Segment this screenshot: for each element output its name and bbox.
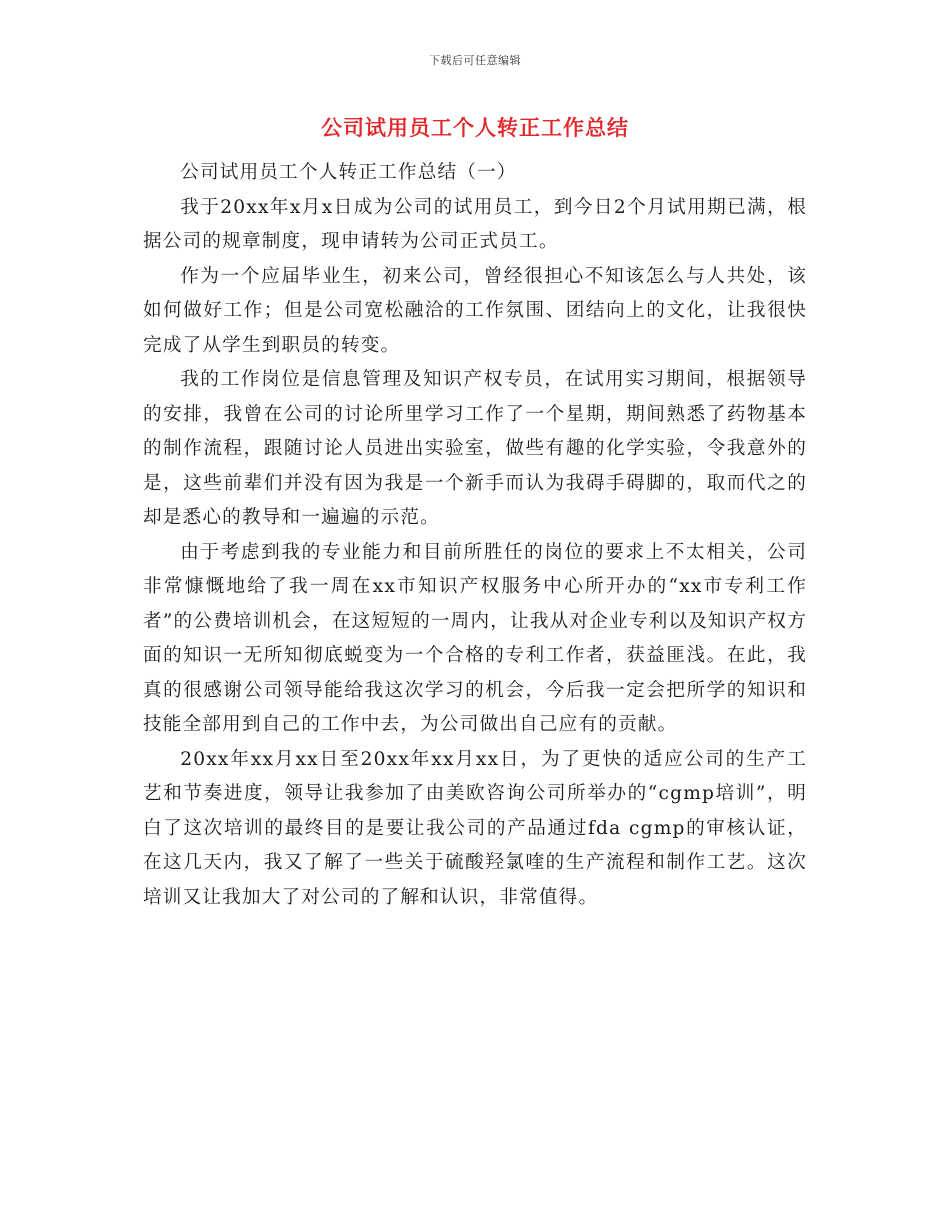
body-paragraph-3: 我的工作岗位是信息管理及知识产权专员，在试用实习期间，根据领导的安排，我曾在公司的讨论所里学习工作了一个星期，期间熟悉了药物基本的制作流程，跟随讨论人员进出实验室，做些有趣的化学实验，令我意外的是，这些前辈们并没有因为我是一个新手而认为我碍手碍脚的，取而代之的却是悉心的教导和一遍遍的示范。 <box>143 369 807 528</box>
body-paragraph-5: 20xx年xx月xx日至20xx年xx月xx日，为了更快的适应公司的生产工艺和节奏进度，领导让我参加了由美欧咨询公司所举办的“cgmp培训”，明白了这次培训的最终目的是要让我公司的产品通过fda cgmp的审核认证，在这几天内，我又了解了一些关于硫酸羟氯喹的生产流程和制作工艺。这次培训又让我加大了对公司的了解和认识，非常值得。 <box>143 748 807 908</box>
body-paragraph-4: 由于考虑到我的专业能力和目前所胜任的岗位的要求上不太相关，公司非常慷慨地给了我一周在xx市知识产权服务中心所开办的“xx市专利工作者”的公费培训机会，在这短短的一周内，让我从对企业专利以及知识产权方面的知识一无所知彻底蜕变为一个合格的专利工作者，获益匪浅。在此，我真的很感谢公司领导能给我这次学习的机会，今后我一定会把所学的知识和技能全部用到自己的工作中去，为公司做出自己应有的贡献。 <box>143 541 807 735</box>
document-title: 公司试用员工个人转正工作总结 <box>321 115 629 140</box>
section-heading: 公司试用员工个人转正工作总结（一） <box>180 162 517 183</box>
body-paragraph-2: 作为一个应届毕业生，初来公司，曾经很担心不知该怎么与人共处，该如何做好工作；但是公司宽松融洽的工作氛围、团结向上的文化，让我很快完成了从学生到职员的转变。 <box>143 265 807 356</box>
document-body <box>143 156 807 915</box>
body-paragraph-1: 我于20xx年x月x日成为公司的试用员工，到今日2个月试用期已满，根据公司的规章制度，现申请转为公司正式员工。 <box>143 196 807 252</box>
header-note: 下载后可任意编辑 <box>429 54 521 67</box>
